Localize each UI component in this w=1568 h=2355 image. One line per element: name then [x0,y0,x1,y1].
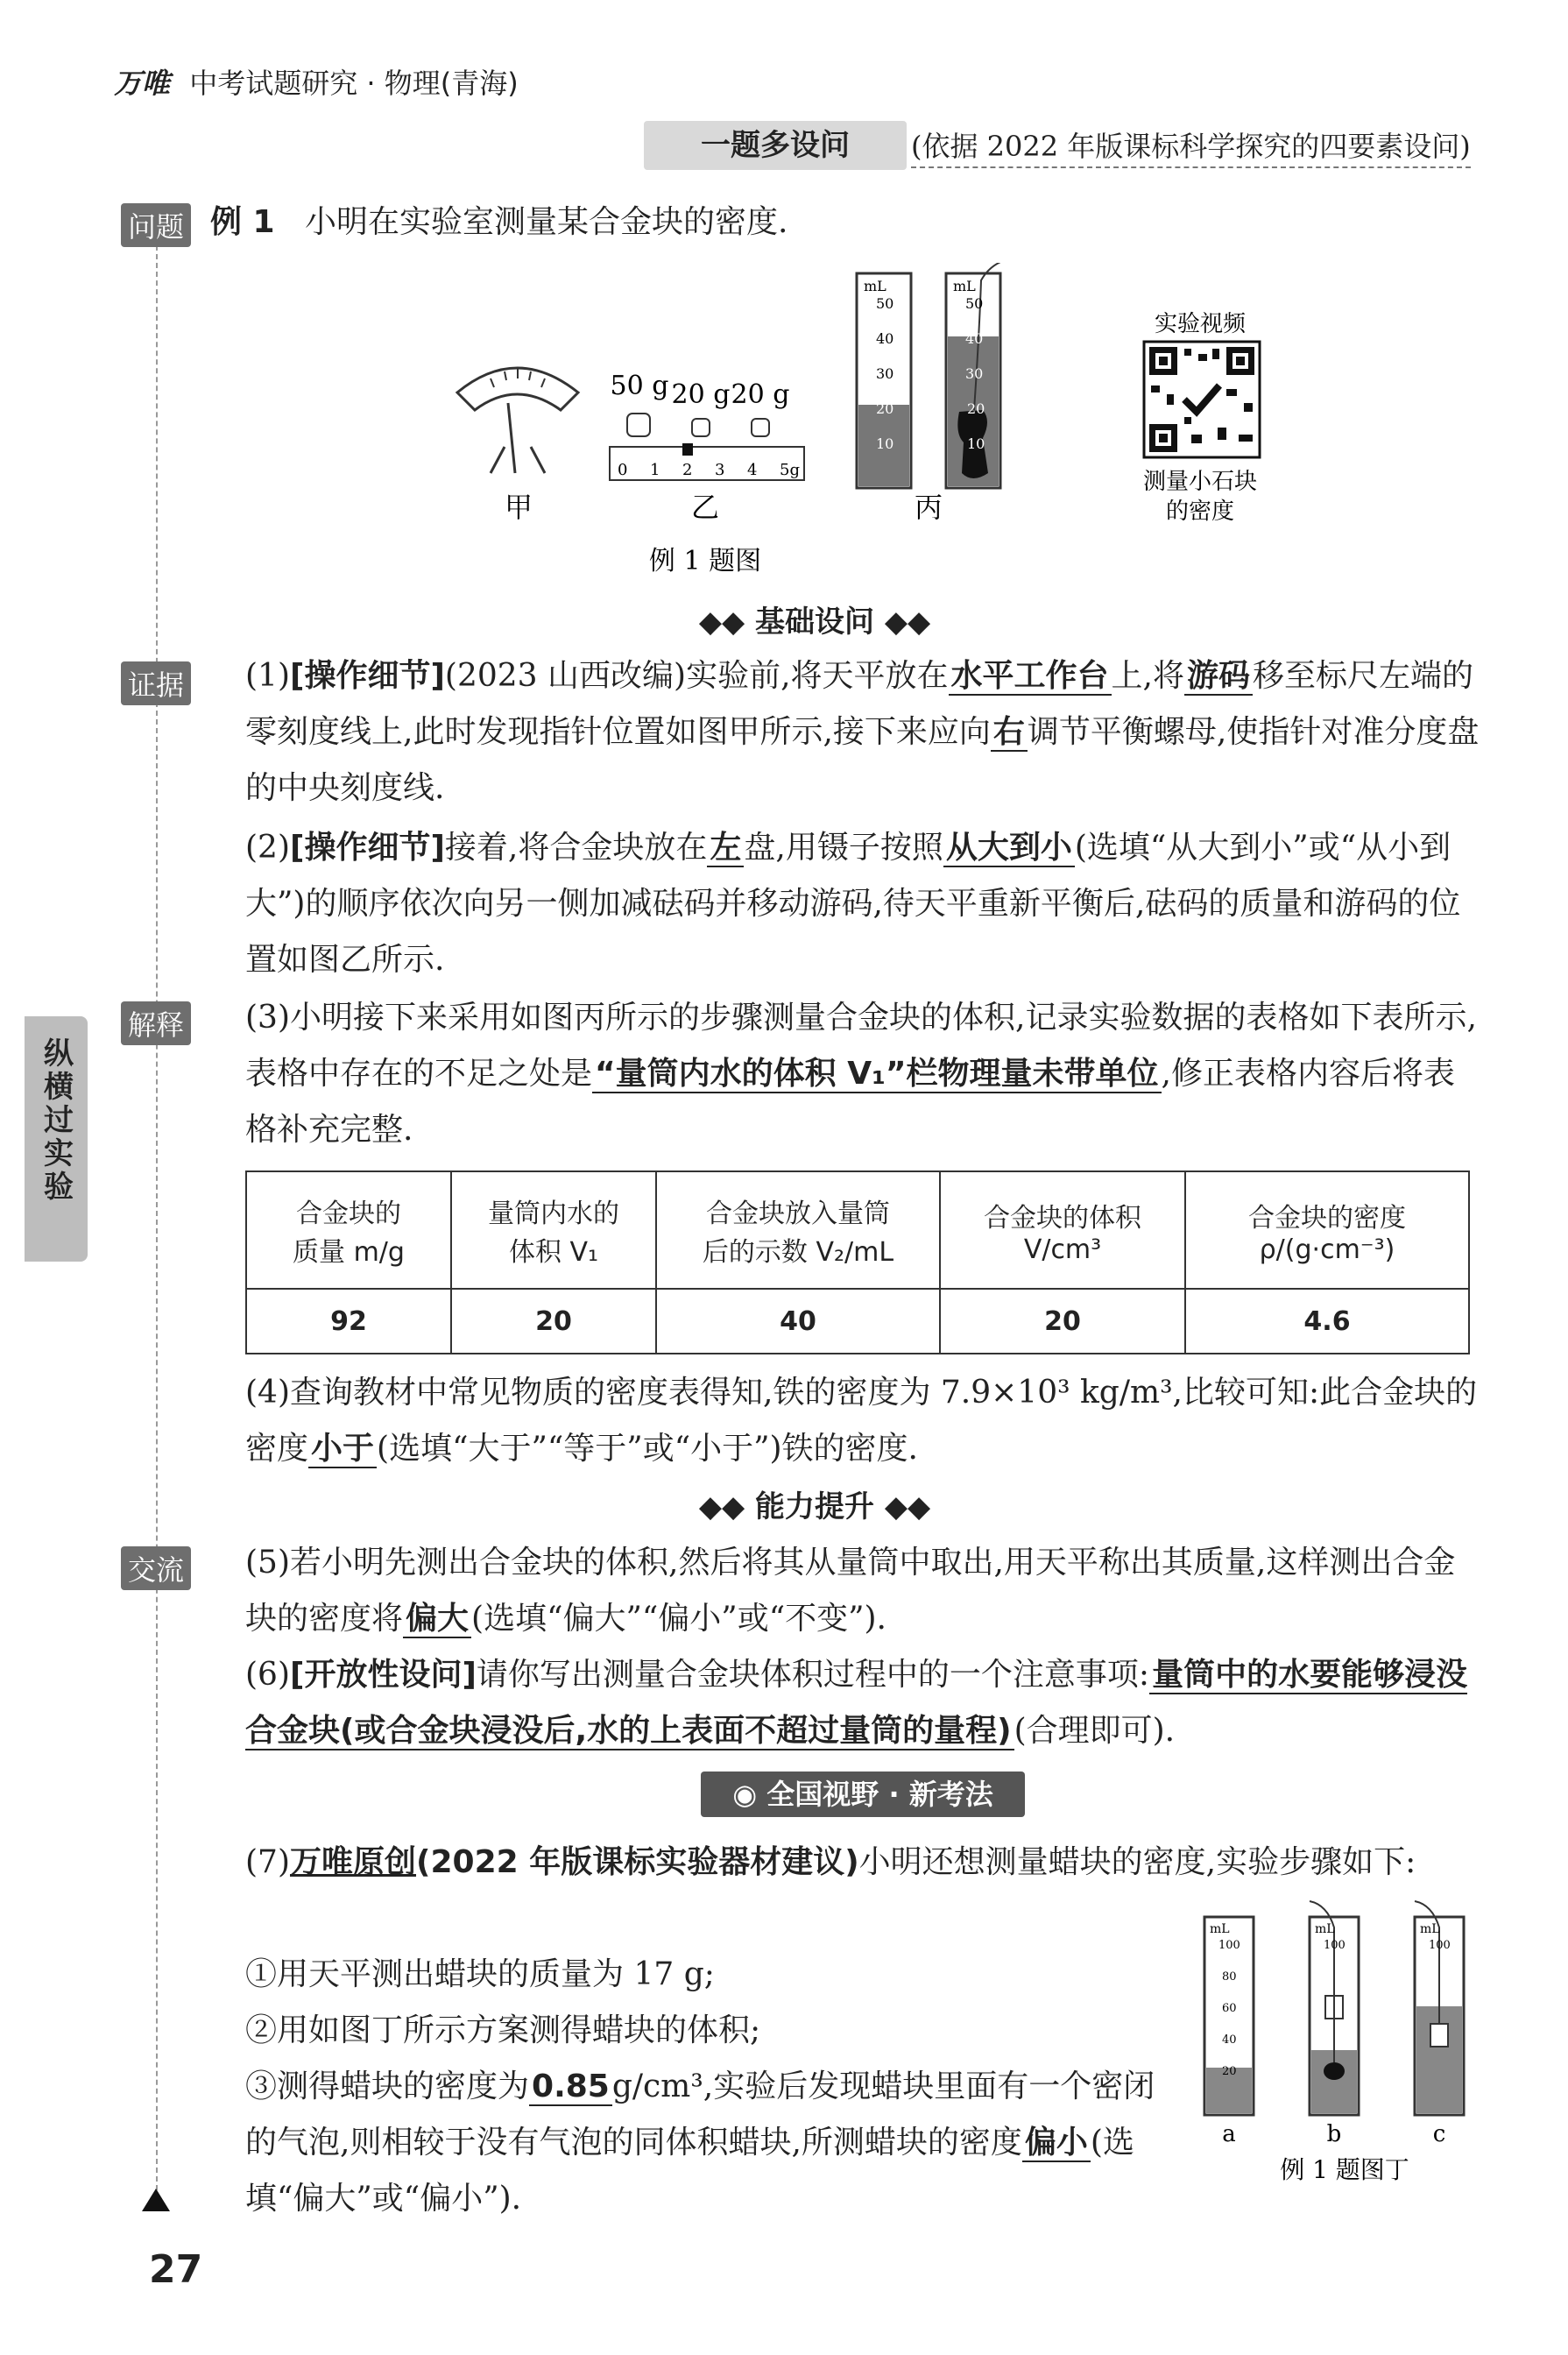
q5-text-2: (选填“偏大”“偏小”或“不变”). [471,1601,886,1637]
figure-1 [438,263,1314,596]
example-label: 例 1 [210,204,275,240]
ruler-tick-5: 5g [780,461,800,479]
q2-answer-2: 从大到小 [943,830,1075,867]
cylinder-right [946,263,1007,488]
q1-num: (1) [245,658,290,694]
question-1 [245,648,1480,817]
ruler-tick-0: 0 [618,461,628,479]
q4-text-2: (选填“大于”“等于”或“小于”)铁的密度. [377,1431,918,1467]
cyl-left-tick-20: 20 [876,400,894,417]
cyl-a-tick-20: 20 [1222,2065,1237,2078]
qr-bottom-label-2: 的密度 [1165,499,1235,525]
h0a: 合金块的 [296,1199,401,1229]
q6-text-2: (合理即可). [1014,1713,1176,1749]
cyl-a-unit: mL [1210,1922,1230,1936]
q7-step-2: ②用如图丁所示方案测得蜡块的体积; [245,2012,761,2048]
cylinder-left [857,273,911,488]
figure-2 [1196,1892,1494,2190]
question-5 [245,1535,1480,1647]
weight-20g-icon-b [752,419,769,436]
section-ability: ◆◆ 能力提升 ◆◆ [698,1489,931,1524]
weight-20g-label-b: 20 g [731,379,790,410]
q6-num: (6) [245,1657,290,1693]
cyl-right-tick-50: 50 [965,295,984,312]
ruler-tick-2: 2 [682,461,693,479]
cyl-right-tick-20: 20 [967,400,985,417]
ruler-tick-1: 1 [650,461,660,479]
q1-text-1: 实验前,将天平放在 [686,658,949,694]
h2b: 后的示数 V₂/mL [702,1237,894,1268]
q2-text-1: 接着,将合金块放在 [444,830,708,866]
q5-num: (5) [245,1545,290,1581]
qr-bottom-label-1: 测量小石块 [1142,469,1258,495]
q1-answer-2: 游码 [1184,658,1253,696]
question-4 [245,1365,1480,1477]
page-number: 27 [149,2247,203,2292]
q3-answer-1: “量筒内水的体积 V₁”栏物理量未带单位 [592,1056,1161,1093]
q2-text-2: 盘,用镊子按照 [744,830,943,866]
q6-tag: [开放性设问] [290,1657,477,1693]
ruler-tick-4: 4 [747,461,758,479]
cyl-a-tick-60: 60 [1222,2002,1237,2015]
table-header-cell [940,1171,1185,1289]
label-yi: 乙 [690,491,720,524]
cyl-b-unit: mL [1315,1922,1335,1936]
label-c: c [1432,2121,1446,2147]
h1b: 体积 V₁ [508,1237,599,1268]
tag-explain: 解释 [121,1001,191,1045]
weights-and-slider [610,371,804,480]
q5-text-1: 若小明先测出合金块的体积,然后将其从量筒中取出,用天平称出其质量,这样测出合金块的密度将 [245,1545,1456,1637]
table-header-cell [656,1171,940,1289]
table-cell: 20 [940,1289,1185,1354]
cyl-right-tick-30: 30 [965,365,984,382]
cyl-left-tick-50: 50 [876,295,894,312]
cyl-c-unit: mL [1420,1922,1440,1936]
cyl-c-tick-100: 100 [1429,1939,1451,1952]
cyl-a-tick-100: 100 [1218,1939,1240,1952]
section-basic: ◆◆ 基础设问 ◆◆ [698,605,931,640]
q1-text-2: 上,将 [1111,658,1184,694]
cyl-left-tick-30: 30 [876,365,894,382]
side-tab [25,1016,88,1262]
label-jia: 甲 [504,491,533,524]
q3-text-1: 小明接下来采用如图丙所示的步骤测量合金块的体积,记录实验数据的表格如下表所示,表格中存在的不足之处是 [245,1000,1477,1092]
cyl-left-tick-40: 40 [876,330,894,347]
table-row [246,1289,1469,1354]
cyl-b-tick-100: 100 [1324,1939,1346,1952]
section-national-label: 全国视野 · 新考法 [766,1778,993,1811]
q2-answer-1: 左 [707,830,744,867]
weight-50g-icon [627,414,650,436]
q5-answer-1: 偏大 [403,1601,471,1638]
q1-answer-1: 水平工作台 [949,658,1112,696]
label-a: a [1222,2121,1236,2147]
section-basic-label: 基础设问 [755,605,874,640]
margin-dashed-line [156,245,158,2190]
q7-text-1: 小明还想测量蜡块的密度,实验步骤如下: [858,1844,1416,1880]
side-tab-label: 纵横过实验 [38,1037,74,1204]
cylinder-a [1204,1917,1254,2115]
q7-num: (7) [245,1844,290,1880]
q2-num: (2) [245,830,290,866]
brand-logo: 万唯 [114,67,171,100]
q4-answer-1: 小于 [308,1431,377,1468]
table-header-cell [246,1171,451,1289]
cyl-right-tick-40: 40 [965,330,984,347]
eye-icon: ◉ [732,1778,758,1811]
data-table [245,1170,1470,1354]
section-national [701,1772,1025,1817]
tag-question: 问题 [121,203,191,247]
q3-num: (3) [245,1000,290,1036]
cyl-left-unit: mL [864,278,886,294]
h4b: ρ/(g·cm⁻³) [1259,1234,1395,1265]
h0b: 质量 m/g [293,1237,405,1268]
h3b: V/cm³ [1023,1234,1102,1265]
q7-step-3b: g/cm³,实验后发现蜡块里面有一个密闭的气泡,则相较于没有气泡的同体积蜡块,所测蜡块的密度 [245,2069,1155,2161]
figure-1-drawing [438,263,1314,596]
q7-step-1: ①用天平测出蜡块的质量为 17 g; [245,1956,715,1992]
qr-code-icon [1144,342,1260,457]
label-b: b [1326,2121,1342,2147]
h3a: 合金块的体积 [984,1202,1141,1234]
running-header [114,61,519,102]
balance-dial-icon [457,368,578,473]
book-title: 中考试题研究 · 物理(青海) [189,67,519,100]
q4-num: (4) [245,1375,290,1411]
question-6 [245,1647,1480,1759]
q6-text-1: 请你写出测量合金块体积过程中的一个注意事项: [476,1657,1150,1693]
data-table-wrap [245,1170,1470,1354]
table-header-cell [451,1171,656,1289]
q7-answer-1: 0.85 [529,2069,612,2106]
slider-rider-icon [682,443,693,456]
table-cell: 20 [451,1289,656,1354]
cyl-left-tick-10: 10 [876,435,894,452]
q7-tag: 万唯原创 [290,1844,417,1880]
ruler-tick-3: 3 [715,461,725,479]
q6-answer-1: 量筒中的水要能够浸没合金块(或合金块浸没后,水的上表面不超过量筒的量程) [245,1657,1468,1749]
cylinder-c [1415,1901,1464,2115]
example-intro [210,194,788,251]
table-cell: 4.6 [1185,1289,1469,1354]
table-cell: 92 [246,1289,451,1354]
figure-2-drawing [1196,1892,1494,2190]
question-3 [245,990,1480,1158]
q7-step-3c: (选填“偏大”或“偏小”). [245,2125,1134,2217]
figure-2-caption: 例 1 题图丁 [1280,2155,1409,2184]
example-text: 小明在实验室测量某合金块的密度. [304,204,788,240]
banner-note: (依据 2022 年版课标科学探究的四要素设问) [911,124,1471,168]
cyl-right-unit: mL [953,278,976,294]
question-7-steps [245,1947,1174,2227]
q4-text-1: 查询教材中常见物质的密度表得知,铁的密度为 7.9×10³ kg/m³,比较可知:此合金块的密度 [245,1375,1478,1467]
q7-step-3a: ③测得蜡块的密度为 [245,2069,530,2104]
q1-text-3: 移至标尺左端的零刻度线上,此时发现指针位置如图甲所示,接下来应向 [245,658,1474,750]
question-7-intro [245,1835,1480,1891]
q7-source: (2022 年版课标实验器材建议) [416,1844,859,1880]
h4a: 合金块的密度 [1248,1202,1406,1234]
q1-source: (2023 山西改编) [444,658,687,694]
cyl-a-tick-80: 80 [1222,1970,1237,1984]
q1-tag: [操作细节] [290,658,445,694]
cyl-right-tick-10: 10 [967,435,985,452]
h2a: 合金块放入量筒 [706,1199,890,1229]
figure-1-caption: 例 1 题图 [648,546,762,576]
question-2 [245,820,1480,988]
q2-text-3: (选填“从大到小”或“从小到大”)的顺序依次向另一侧加减砝码并移动游码,待天平重新平衡后,砝码的质量和游码的位置如图乙所示. [245,830,1461,978]
table-header-cell [1185,1171,1469,1289]
section-banner: 一题多设问 [644,121,907,170]
q7-step-3 [245,2059,1174,2227]
triangle-arrow-icon [142,2189,170,2211]
q3-text-2: ,修正表格内容后将表格补充完整. [245,1056,1455,1148]
tag-communicate: 交流 [121,1546,191,1590]
weight-20g-label-a: 20 g [671,379,731,410]
section-ability-label: 能力提升 [755,1489,874,1524]
h1a: 量筒内水的 [488,1199,619,1229]
q1-answer-3: 右 [991,714,1028,752]
table-cell: 40 [656,1289,940,1354]
qr-top-label: 实验视频 [1154,311,1247,337]
weight-20g-icon-a [692,419,710,436]
cyl-a-tick-40: 40 [1222,2033,1237,2047]
q1-text-4: 调节平衡螺母,使指针对准分度盘的中央刻度线. [245,714,1480,806]
label-bing: 丙 [914,491,943,524]
weight-50g-label: 50 g [610,371,669,401]
table-header-row [246,1171,1469,1289]
q7-answer-2: 偏小 [1022,2125,1091,2162]
cylinder-b [1310,1901,1359,2115]
tag-evidence: 证据 [121,661,191,705]
q2-tag: [操作细节] [290,830,445,866]
